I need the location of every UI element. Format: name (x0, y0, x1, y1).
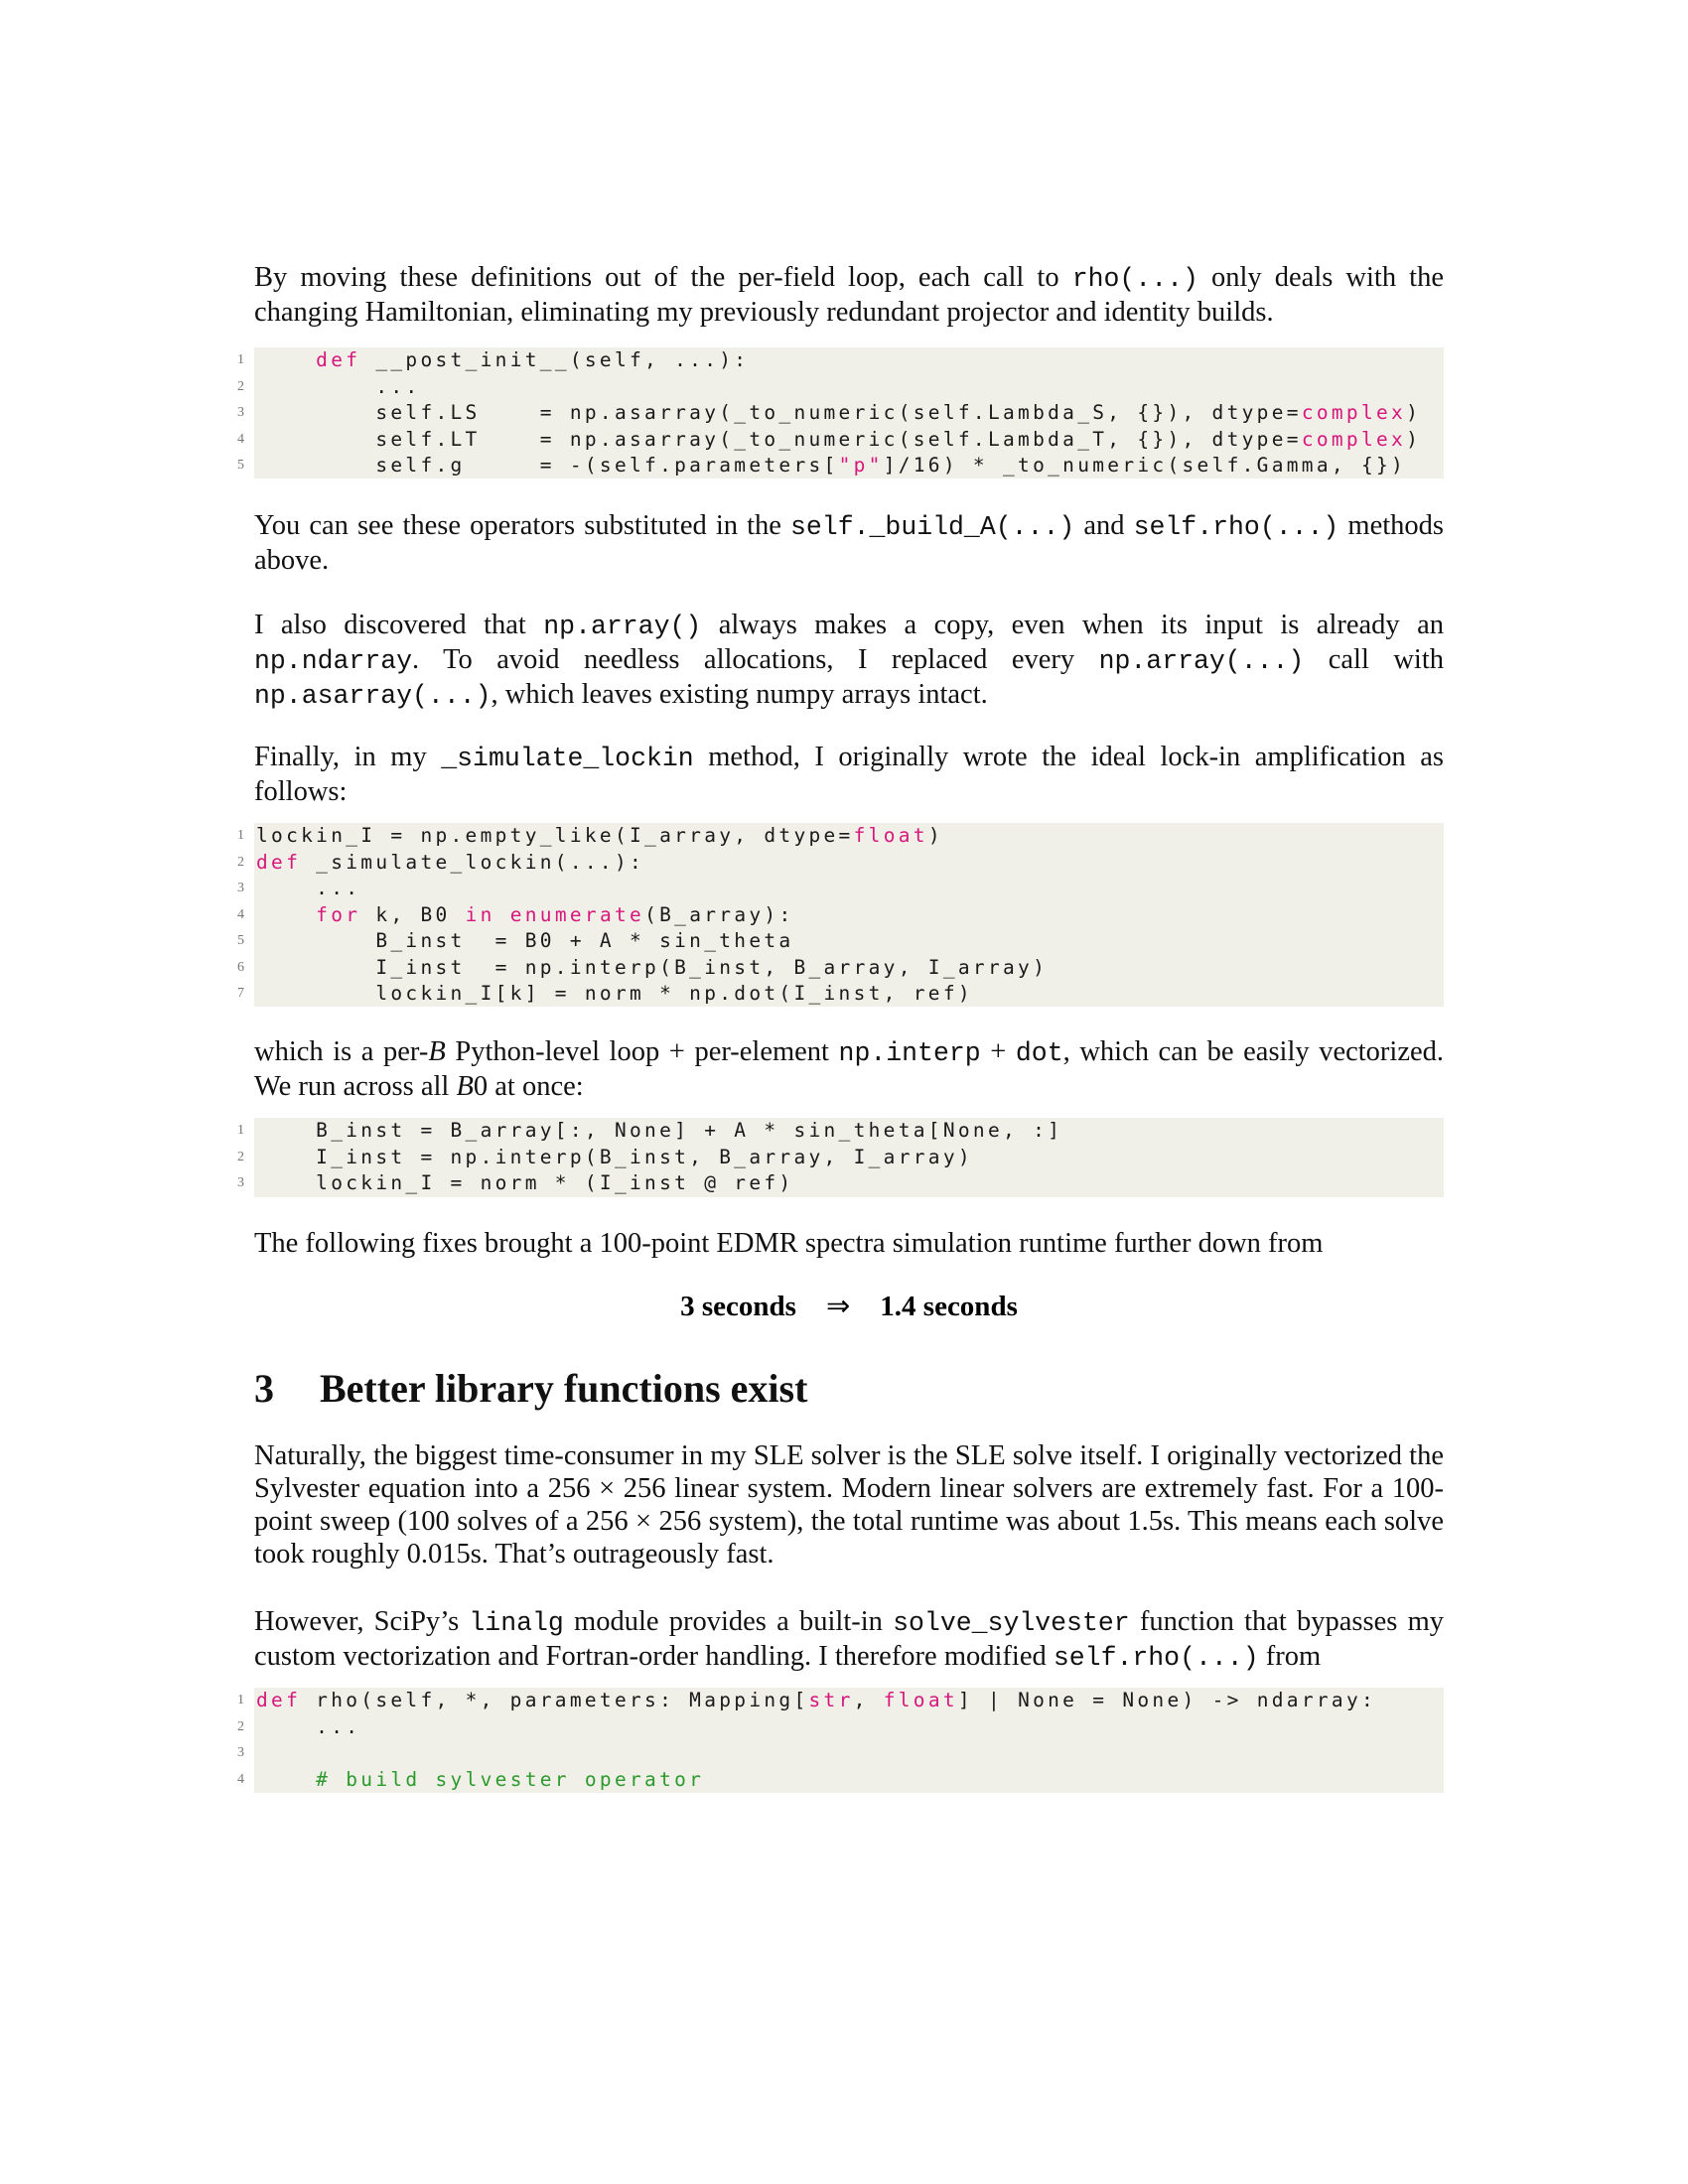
code-text: ... (256, 1714, 361, 1738)
line-number: 1 (237, 828, 244, 843)
paragraph-asarray (254, 609, 1444, 713)
code-line (237, 1170, 1444, 1197)
code-line (237, 374, 1444, 401)
code-text: I_inst = np.interp(B_inst, B_array, I_array) (256, 1145, 973, 1168)
runtime-before: 3 seconds (680, 1291, 796, 1322)
line-number: 6 (237, 959, 244, 975)
code-text: B_inst = B0 + A * sin_theta (256, 929, 794, 952)
code-line (237, 1740, 1444, 1767)
line-number: 3 (237, 1175, 244, 1190)
text: By moving these definitions out of the per-field loop, each call to (254, 262, 1072, 293)
line-number: 1 (237, 1123, 244, 1138)
text: . To avoid needless allocations, I replaced every (412, 644, 1099, 675)
text: call with (1304, 644, 1444, 675)
line-number: 2 (237, 1149, 244, 1164)
paragraph-scipy (254, 1605, 1444, 1675)
code-block-rho (237, 1688, 1444, 1793)
inline-code: dot (1015, 1038, 1063, 1068)
code-text: ... (256, 374, 421, 398)
text: I also discovered that (254, 610, 544, 640)
text: only deals with the changing Hamiltonian, eliminating my previously redundant projector and identity builds. (254, 262, 1444, 328)
code-text: self.LT = np.asarray(_to_numeric(self.Lambda_T, {}), dtype=complex) (256, 427, 1422, 451)
inline-code: rho(...) (1071, 264, 1198, 294)
code-text: I_inst = np.interp(B_inst, B_array, I_array) (256, 955, 1049, 979)
code-line (237, 453, 1444, 479)
line-number: 5 (237, 458, 244, 473)
paragraph-vectorized (254, 1035, 1444, 1103)
paragraph-sle-solver: Naturally, the biggest time-consumer in my SLE solver is the SLE solve itself. I originally vectorized the Sylvester equation into a 256 × 256 linear system. Modern linear solvers are extremely fast. For a 100-point sweep (100 solves of a 256 × 256 system), the total runtime was about 1.5s. This means each solve took roughly 0.015s. That’s outrageously fast. (254, 1440, 1444, 1570)
code-text: ... (256, 877, 361, 899)
line-number: 2 (237, 1718, 244, 1734)
code-line (237, 1145, 1444, 1171)
line-number: 7 (237, 986, 244, 1001)
inline-code: self.rho(...) (1133, 512, 1339, 542)
text: However, SciPy’s (254, 1606, 470, 1637)
text: + (980, 1036, 1016, 1067)
inline-code: np.ndarray (254, 646, 413, 676)
line-number: 4 (237, 431, 244, 447)
line-number: 2 (237, 378, 244, 394)
section-number: 3 (254, 1366, 274, 1411)
line-number: 3 (237, 881, 244, 895)
inline-code: _simulate_lockin (441, 744, 694, 773)
text: 0 at once: (473, 1071, 584, 1102)
text: , which can be easily vectorized. We run across all (254, 1036, 1444, 1102)
text: function that bypasses my custom vectorization and Fortran-order handling. I therefore modified (254, 1606, 1444, 1672)
inline-code: solve_sylvester (893, 1608, 1130, 1638)
code-line (237, 400, 1444, 427)
code-line (237, 981, 1444, 1008)
code-text: for k, B0 in enumerate(B_array): (316, 902, 794, 926)
code-line (237, 955, 1444, 982)
text: Python-level loop + per-element (445, 1036, 839, 1067)
section-title: Better library functions exist (320, 1366, 808, 1411)
code-line (237, 1118, 1444, 1145)
code-line (237, 1714, 1444, 1741)
code-line (237, 850, 1444, 877)
code-text: def rho(self, *, parameters: Mapping[str, float] | None = None) -> ndarray: (256, 1689, 1377, 1711)
paragraph-fixes: The following fixes brought a 100-point EDMR spectra simulation runtime further down from (254, 1228, 1324, 1259)
code-line (237, 823, 1444, 850)
code-text: lockin_I = norm * (I_inst @ ref) (256, 1171, 794, 1194)
code-text: B_inst = B_array[:, None] + A * sin_theta[None, :] (256, 1119, 1063, 1142)
code-line (237, 347, 1444, 374)
code-text: def __post_init__(self, ...): (316, 348, 750, 371)
code-text: self.g = -(self.parameters["p"]/16) * _to_numeric(self.Gamma, {}) (256, 454, 1407, 477)
code-block-post-init (237, 347, 1444, 478)
inline-code: np.asarray(...) (254, 681, 492, 711)
code-text: def _simulate_lockin(...): (256, 850, 645, 874)
paragraph-lockin (254, 741, 1444, 808)
line-number: 3 (237, 405, 244, 420)
text: methods above. (254, 510, 1444, 576)
paragraph-intro (254, 261, 1444, 329)
line-number: 1 (237, 352, 244, 367)
text: , which leaves existing numpy arrays intact. (491, 679, 988, 710)
code-line (237, 1767, 1444, 1794)
text: You can see these operators substituted in the (254, 510, 790, 541)
inline-code: np.array() (543, 612, 702, 641)
code-text: lockin_I[k] = norm * np.dot(I_inst, ref) (256, 982, 973, 1005)
line-number: 1 (237, 1693, 244, 1707)
section-heading (254, 1365, 1444, 1412)
text: and (1074, 510, 1134, 541)
code-block-simulate-lockin (237, 823, 1444, 1007)
line-number: 3 (237, 1745, 244, 1760)
runtime-after: 1.4 seconds (880, 1291, 1018, 1322)
code-line (237, 876, 1444, 902)
code-text: lockin_I = np.empty_like(I_array, dtype=float) (256, 824, 943, 847)
code-line (237, 1688, 1444, 1714)
math-variable: B (428, 1036, 446, 1067)
text: module provides a built-in (563, 1606, 894, 1637)
line-number: 2 (237, 854, 244, 870)
runtime-result (254, 1289, 1444, 1323)
paragraph-operators (254, 509, 1444, 577)
code-block-vectorized (237, 1118, 1444, 1197)
arrow-icon: ⇒ (825, 1291, 851, 1322)
text: from (1258, 1641, 1322, 1672)
line-number: 5 (237, 933, 244, 948)
code-text: # build sylvester operator (316, 1767, 705, 1791)
line-number: 4 (237, 1771, 244, 1787)
code-line (237, 902, 1444, 929)
text: method, I originally wrote the ideal lock-in amplification as follows: (254, 742, 1444, 807)
inline-code: linalg (469, 1608, 564, 1638)
code-line (237, 427, 1444, 454)
text: which is a per- (254, 1036, 429, 1067)
inline-code: np.interp (838, 1038, 981, 1068)
text: always makes a copy, even when its input is already an (701, 610, 1444, 640)
math-variable: B (456, 1071, 474, 1102)
inline-code: self._build_A(...) (790, 512, 1075, 542)
inline-code: self.rho(...) (1053, 1643, 1259, 1673)
inline-code: np.array(...) (1098, 646, 1305, 676)
code-text: self.LS = np.asarray(_to_numeric(self.Lambda_S, {}), dtype=complex) (256, 401, 1422, 424)
text: Finally, in my (254, 742, 442, 772)
code-line (237, 928, 1444, 955)
line-number: 4 (237, 906, 244, 922)
